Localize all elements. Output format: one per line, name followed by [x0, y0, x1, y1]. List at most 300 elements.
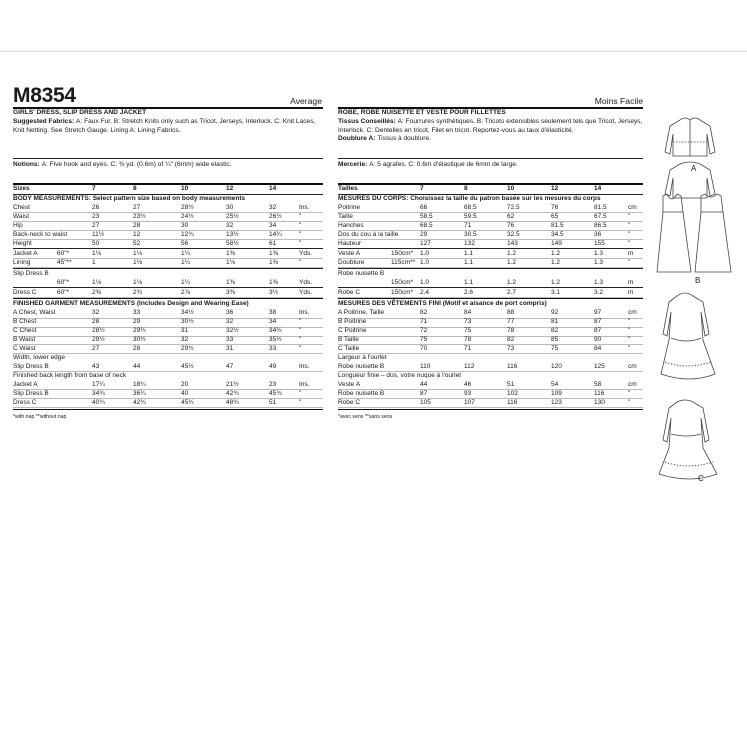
- unit: cm: [628, 309, 637, 317]
- table-cell: 42¾: [226, 389, 239, 397]
- row-divider: [13, 344, 323, 345]
- fabric-width: 150cm*: [391, 289, 414, 296]
- finished-rule: [13, 298, 323, 300]
- table-cell: 1⅛: [133, 278, 143, 286]
- unit: ": [299, 259, 302, 267]
- table-cell: 116: [507, 398, 518, 406]
- garment-title: ROBE, ROBE NUISETTE ET VESTE POUR FILLETTES: [338, 109, 506, 116]
- table-cell: 1: [92, 259, 96, 267]
- table-cell: 50: [92, 239, 100, 247]
- unit: Ins.: [299, 203, 310, 211]
- table-cell: 2.7: [507, 289, 517, 296]
- table-cell: 1.3: [594, 250, 604, 258]
- row-label: C Waist: [13, 345, 36, 353]
- table-cell: 52: [133, 239, 141, 247]
- table-cell: 1⅛: [133, 250, 143, 258]
- row-label: Robe C: [338, 398, 361, 406]
- sizes-label: Tailles: [338, 185, 358, 192]
- row-label: Dress C: [13, 398, 37, 406]
- table-cell: 61: [269, 239, 277, 247]
- table-cell: 105: [420, 398, 431, 406]
- fabrics-label: Suggested Fabrics:: [13, 118, 77, 125]
- table-cell: 81.5: [594, 203, 607, 211]
- size-header-12: 12: [551, 185, 559, 192]
- table-cell: 34½: [181, 309, 194, 317]
- body-measurements-heading: MESURES DU CORPS: Choisissez la taille du patron basée sur les mesures du corps: [338, 195, 601, 202]
- table-cell: 97: [594, 309, 602, 317]
- table-cell: 75: [551, 345, 559, 353]
- table-cell: 66: [420, 203, 428, 211]
- table-cell: 73: [464, 318, 472, 326]
- table-cell: 30½: [133, 336, 146, 344]
- table-cell: 36: [226, 309, 234, 317]
- footnote: *avec sens **sans sens: [338, 413, 393, 420]
- table-cell: 59.5: [464, 212, 477, 220]
- unit: ": [628, 398, 631, 406]
- row-label: Robe nuisette B: [338, 389, 385, 397]
- sizes-top-rule: [13, 183, 323, 185]
- notions-text: A: 5 agrafes. C: 0.6m d'élastique de 6mm de large.: [369, 161, 518, 168]
- body-measurements-heading: BODY MEASUREMENTS: Select pattern size based on body measurements: [13, 195, 246, 202]
- unit: ": [628, 318, 631, 326]
- row-label: Hip: [13, 221, 23, 229]
- table-cell: 132: [464, 239, 475, 247]
- table-cell: 44: [420, 381, 428, 388]
- table-cell: 32: [269, 203, 277, 211]
- table-cell: 11½: [92, 230, 105, 238]
- row-label: Doublure: [338, 259, 365, 267]
- table-cell: 24½: [181, 212, 194, 220]
- size-header-8: 8: [133, 185, 137, 192]
- table-cell: 45¾: [269, 389, 282, 397]
- table-cell: 1.3: [594, 259, 604, 267]
- notions-rule: [13, 158, 323, 159]
- fabrics-label: Tissus Conseillés:: [338, 118, 398, 125]
- table-cell: 130: [594, 398, 605, 406]
- table-cell: 1¼: [181, 278, 191, 286]
- size-header-14: 14: [594, 185, 602, 192]
- jacket-a-back-icon: [665, 162, 715, 198]
- table-cell: 2.6: [464, 289, 474, 296]
- table-cell: 44: [133, 363, 141, 371]
- table-cell: 1.0: [420, 250, 430, 258]
- table-cell: 28½: [92, 327, 105, 335]
- row-label: Veste A: [338, 250, 361, 258]
- fabric-width: 60"*: [57, 278, 70, 286]
- dress-c-back-icon: [659, 400, 717, 479]
- table-cell: 29: [420, 230, 428, 238]
- dress-rule: [338, 287, 643, 288]
- table-cell: 34: [269, 318, 277, 326]
- table-cell: 1.2: [551, 278, 561, 286]
- table-cell: 71: [420, 318, 428, 326]
- table-cell: 1.2: [551, 250, 561, 258]
- table-cell: 1.2: [551, 259, 561, 267]
- unit: ": [299, 327, 302, 335]
- table-cell: 47: [226, 363, 234, 371]
- unit: ": [628, 221, 631, 229]
- unit: ": [299, 230, 302, 238]
- table-cell: 2⅝: [92, 289, 102, 296]
- size-header-7: 7: [420, 185, 424, 192]
- yardage-rule: [13, 248, 323, 249]
- table-cell: 2⅞: [181, 289, 191, 296]
- table-cell: 1⅜: [269, 259, 279, 267]
- unit: m: [628, 250, 634, 258]
- row-label: C Poitrine: [338, 327, 367, 335]
- fabric-width: 60"*: [57, 289, 70, 296]
- table-cell: 30.5: [464, 230, 477, 238]
- row-label: A Chest, Waist: [13, 309, 56, 317]
- table-cell: 32: [226, 318, 234, 326]
- table-cell: 23: [269, 381, 277, 388]
- table-cell: 28: [133, 345, 141, 353]
- table-cell: 120: [551, 363, 562, 371]
- suggested-fabrics: [338, 118, 643, 144]
- figure-label-c: C: [698, 474, 704, 483]
- table-cell: 87: [420, 389, 428, 397]
- fabric-width: 115cm**: [391, 259, 416, 267]
- row-label: B Waist: [13, 336, 36, 344]
- row-label: Hanches: [338, 221, 364, 229]
- sizes-label: Sizes: [13, 185, 30, 192]
- table-cell: 75: [464, 327, 472, 335]
- unit: ": [299, 389, 302, 397]
- row-label: Back-neck to waist: [13, 230, 68, 238]
- figure-label-b: B: [695, 276, 701, 285]
- table-cell: 12: [133, 230, 141, 238]
- garment-title: GIRLS' DRESS, SLIP DRESS AND JACKET: [13, 109, 147, 116]
- notions-label: Mercerie:: [338, 161, 370, 168]
- row-label: A Poitrine, Taille: [338, 309, 385, 317]
- garment-illustrations: [655, 112, 745, 492]
- slip-dress-b-front-icon: [657, 194, 691, 272]
- row-label: C Taille: [338, 345, 360, 353]
- table-cell: 75: [420, 336, 428, 344]
- table-cell: 62: [507, 212, 515, 220]
- table-cell: 107: [464, 398, 475, 406]
- figure-label-a: A: [691, 164, 697, 173]
- unit: Ins.: [299, 363, 310, 371]
- table-cell: 45½: [181, 363, 194, 371]
- table-cell: 1.2: [507, 259, 517, 267]
- table-cell: 86.5: [594, 221, 607, 229]
- table-cell: 155: [594, 239, 605, 247]
- slip-dress-heading: Robe nuisette B: [338, 269, 385, 277]
- row-divider: [13, 318, 323, 319]
- finished-heading: FINISHED GARMENT MEASUREMENTS (Includes Design and Wearing Ease): [13, 300, 249, 308]
- table-cell: 30½: [181, 318, 194, 326]
- table-cell: 28½: [181, 203, 194, 211]
- table-cell: 76: [551, 203, 559, 211]
- table-cell: 76: [507, 221, 515, 229]
- table-cell: 78: [464, 336, 472, 344]
- row-label: Slip Dress B: [13, 363, 49, 371]
- table-cell: 36¼: [133, 389, 146, 397]
- slip-rule: [338, 268, 643, 269]
- table-cell: 1¼: [181, 250, 191, 258]
- table-cell: 68.5: [464, 203, 477, 211]
- row-divider: [338, 407, 643, 408]
- table-cell: 23: [92, 212, 100, 220]
- table-cell: 1.0: [420, 278, 430, 286]
- table-cell: 116: [594, 389, 605, 397]
- yardage-rule: [338, 248, 643, 249]
- row-label: Chest: [13, 203, 30, 211]
- table-cell: 123: [551, 398, 562, 406]
- notions-label: Notions:: [13, 161, 42, 168]
- table-cell: 1⅛: [92, 278, 102, 286]
- unit: ": [299, 336, 302, 344]
- table-cell: 71: [464, 345, 472, 353]
- unit: ": [628, 239, 631, 247]
- row-label: B Poitrine: [338, 318, 367, 326]
- table-cell: 31: [226, 345, 234, 353]
- row-label: Dos du cou à la taille: [338, 230, 399, 238]
- table-cell: 51: [507, 381, 515, 388]
- table-cell: 143: [507, 239, 518, 247]
- table-cell: 125: [594, 363, 605, 371]
- fabric-width: 150cm*: [391, 250, 414, 258]
- finished-heading: MESURES DES VÊTEMENTS FINI (Motif et aisance de port compris): [338, 300, 547, 308]
- table-cell: 84: [594, 345, 602, 353]
- table-cell: 1.1: [464, 259, 474, 267]
- table-cell: 70: [420, 345, 428, 353]
- table-cell: 32.5: [507, 230, 520, 238]
- width-heading: Width, lower edge: [13, 354, 66, 362]
- row-label: Robe nuisette B: [338, 363, 385, 371]
- table-cell: 58.5: [420, 212, 433, 220]
- table-cell: 34¾: [92, 389, 105, 397]
- unit: ": [628, 389, 631, 397]
- lining-label: Doublure A:: [338, 135, 378, 143]
- unit: ": [299, 398, 302, 406]
- row-label: Jacket A: [13, 381, 38, 388]
- table-cell: 31: [181, 327, 189, 335]
- table-cell: 56: [181, 239, 189, 247]
- table-cell: 27: [92, 345, 100, 353]
- table-cell: 92: [551, 309, 559, 317]
- row-label: Slip Dress B: [13, 389, 49, 397]
- table-cell: 45½: [181, 398, 194, 406]
- table-cell: 49: [269, 363, 277, 371]
- size-header-12: 12: [226, 185, 234, 192]
- notions-text: A: Five hook and eyes. C: ⅜ yd. (0.6m) of ¼" (6mm) wide elastic.: [41, 161, 232, 168]
- table-cell: 34½: [269, 327, 282, 335]
- table-cell: 28: [92, 318, 100, 326]
- table-cell: 36: [594, 230, 602, 238]
- fabric-width: 150cm*: [391, 278, 414, 286]
- table-cell: 32: [181, 336, 189, 344]
- notions: [338, 161, 643, 170]
- table-cell: 58½: [226, 239, 239, 247]
- row-label: Robe C: [338, 289, 361, 296]
- table-cell: 82: [507, 336, 515, 344]
- dress-rule: [13, 287, 323, 288]
- table-cell: 40¾: [92, 398, 105, 406]
- slip-dress-heading: Slip Dress B: [13, 269, 49, 277]
- table-cell: 88: [507, 309, 515, 317]
- row-label: Dress C: [13, 289, 37, 296]
- table-cell: 13½: [226, 230, 239, 238]
- table-cell: 1⅛: [92, 250, 102, 258]
- table-cell: 42¾: [133, 398, 146, 406]
- table-cell: 84: [464, 309, 472, 317]
- table-cell: 1.3: [594, 278, 604, 286]
- table-cell: 112: [464, 363, 475, 371]
- row-label: Waist: [13, 212, 30, 220]
- table-cell: 29: [133, 318, 141, 326]
- table-cell: 2¾: [133, 289, 143, 296]
- bottom-rule: [13, 409, 323, 411]
- table-cell: 32½: [226, 327, 239, 335]
- fabrics-text: A: Fourrures synthétiques. B: Tricots extensibles seulement tels que Tricot, Jerseys, Interlock. C: Dentelles en tricot, Filet en tricot. Reportez-vous au taux d'élasticité.: [338, 118, 643, 134]
- unit: m: [628, 278, 634, 286]
- table-cell: 72.5: [507, 203, 520, 211]
- table-cell: 17¼: [92, 381, 105, 388]
- table-cell: 33: [226, 336, 234, 344]
- table-cell: 109: [551, 389, 562, 397]
- table-cell: 1⅜: [269, 278, 279, 286]
- table-cell: 127: [420, 239, 431, 247]
- table-cell: 54: [551, 381, 559, 388]
- table-cell: 110: [420, 363, 431, 371]
- row-label: Jacket A: [13, 250, 38, 258]
- table-cell: 58: [594, 381, 602, 388]
- table-cell: 1.1: [464, 250, 474, 258]
- size-header-7: 7: [92, 185, 96, 192]
- unit: m: [628, 289, 634, 296]
- table-cell: 48¾: [226, 398, 239, 406]
- dress-c-front-icon: [661, 293, 715, 379]
- table-cell: 65: [551, 212, 559, 220]
- fabric-width: 60"*: [57, 250, 70, 258]
- table-cell: 81: [551, 318, 559, 326]
- unit: ": [299, 345, 302, 353]
- slip-dress-b-back-icon: [695, 194, 731, 272]
- table-cell: 1.1: [464, 278, 474, 286]
- row-label: B Taille: [338, 336, 359, 344]
- table-cell: 34.5: [551, 230, 564, 238]
- footnote: *with nap **without nap: [13, 413, 67, 420]
- row-label: Lining: [13, 259, 31, 267]
- notions-rule: [338, 158, 643, 159]
- table-cell: 14¼: [269, 230, 282, 238]
- unit: cm: [628, 363, 637, 371]
- table-cell: 81.5: [551, 221, 564, 229]
- table-cell: 149: [551, 239, 562, 247]
- table-cell: 30: [181, 221, 189, 229]
- table-cell: 3.2: [594, 289, 604, 296]
- fabric-width: 45"**: [57, 259, 72, 267]
- table-cell: 26: [92, 203, 100, 211]
- fabrics-text: A: Faux Fur. B: Stretch Knits only such as Tricot, Jerseys, Interlock. C: Knit Laces, Knit Netting. See Stretch Gauge. Lining A: Lining Fabrics.: [13, 118, 316, 134]
- unit: Yds.: [299, 250, 313, 258]
- lining-text: Tissus à doublure.: [377, 135, 431, 143]
- table-cell: 87: [594, 327, 602, 335]
- table-cell: 25½: [226, 212, 239, 220]
- skill-level-fr: Moins Facile: [594, 96, 643, 106]
- row-divider: [13, 221, 323, 222]
- slip-rule: [13, 268, 323, 269]
- unit: Yds.: [299, 289, 313, 296]
- table-cell: 1⅛: [226, 259, 236, 267]
- table-cell: 1⅜: [226, 250, 236, 258]
- table-cell: 29½: [181, 345, 194, 353]
- table-cell: 34: [269, 221, 277, 229]
- table-cell: 46: [464, 381, 472, 388]
- table-cell: 29½: [92, 336, 105, 344]
- unit: ": [299, 318, 302, 326]
- jacket-a-front-icon: [665, 118, 715, 156]
- notions: [13, 161, 323, 170]
- table-cell: 29½: [133, 327, 146, 335]
- table-cell: 32: [92, 309, 100, 317]
- table-cell: 3.1: [551, 289, 561, 296]
- table-cell: 51: [269, 398, 277, 406]
- table-cell: 1.0: [420, 259, 430, 267]
- table-cell: 18¼: [133, 381, 146, 388]
- unit: cm: [628, 381, 637, 388]
- size-header-8: 8: [464, 185, 468, 192]
- unit: Yds.: [299, 278, 313, 286]
- table-cell: 67.5: [594, 212, 607, 220]
- unit: Ins.: [299, 309, 310, 317]
- table-cell: 82: [420, 309, 428, 317]
- row-divider: [13, 239, 323, 240]
- table-cell: 1.2: [507, 278, 517, 286]
- table-cell: 43: [92, 363, 100, 371]
- row-label: Taille: [338, 212, 353, 220]
- top-border: [0, 51, 747, 52]
- unit: ": [299, 221, 302, 229]
- unit: cm: [628, 203, 637, 211]
- table-cell: 116: [507, 363, 518, 371]
- unit: ": [628, 336, 631, 344]
- table-cell: 32: [226, 221, 234, 229]
- table-cell: 12¾: [181, 230, 194, 238]
- row-label: Veste A: [338, 381, 361, 388]
- table-cell: 27: [92, 221, 100, 229]
- table-cell: 78: [507, 327, 515, 335]
- row-label: C Chest: [13, 327, 37, 335]
- row-label: Height: [13, 239, 32, 247]
- unit: ": [628, 345, 631, 353]
- table-cell: 87: [594, 318, 602, 326]
- row-label: B Chest: [13, 318, 37, 326]
- table-cell: 30: [226, 203, 234, 211]
- width-heading: Largeur à l'ourlet: [338, 354, 387, 362]
- table-cell: 1⅜: [269, 250, 279, 258]
- skill-level-en: Average: [290, 96, 322, 106]
- table-cell: 20: [181, 381, 189, 388]
- table-cell: 73: [507, 345, 515, 353]
- table-cell: 85: [551, 336, 559, 344]
- pattern-number: M8354: [13, 84, 76, 107]
- table-cell: 3½: [269, 289, 279, 296]
- row-label: Poitrine: [338, 203, 361, 211]
- table-cell: 33: [133, 309, 141, 317]
- table-cell: 77: [507, 318, 515, 326]
- row-divider: [13, 398, 323, 399]
- table-cell: 71: [464, 221, 472, 229]
- table-cell: 93: [464, 389, 472, 397]
- unit: ": [628, 259, 631, 267]
- row-label: Hauteur: [338, 239, 362, 247]
- unit: ": [628, 212, 631, 220]
- table-cell: 40: [181, 389, 189, 397]
- unit: ": [628, 230, 631, 238]
